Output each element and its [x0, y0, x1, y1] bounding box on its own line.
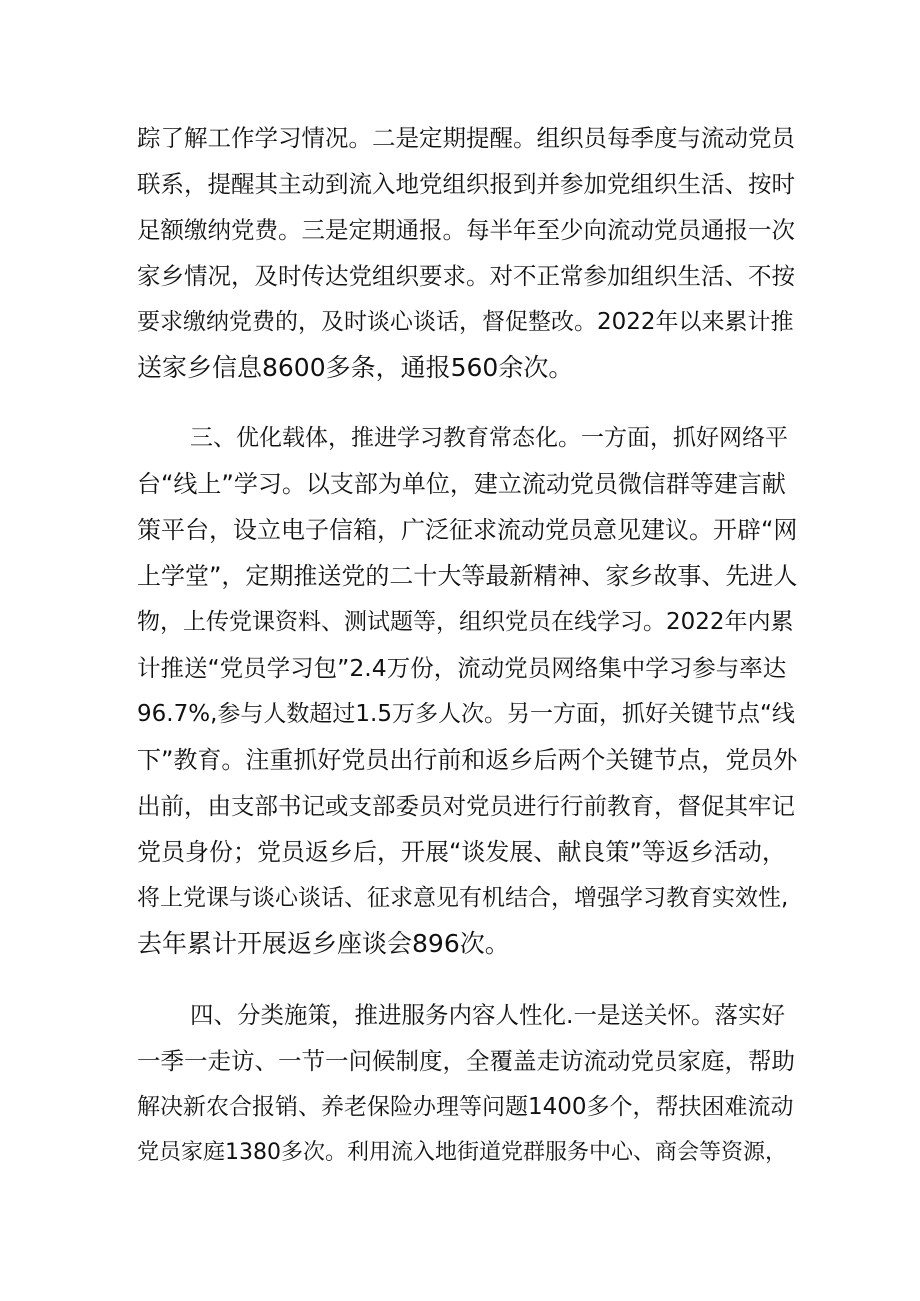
paragraph-2-line-10: 党员身份；党员返乡后，开展“谈发展、献良策”等返乡活动，	[137, 838, 786, 866]
paragraph-2-line-11: 将上党课与谈心谈话、征求意见有机结合，增强学习教育实效性,	[137, 885, 789, 911]
paragraph-3-line-3: 解决新农合报销、养老保险办理等问题1400多个，帮扶困难流动	[137, 1094, 794, 1120]
paragraph-2-line-2: 台“线上”学习。以支部为单位，建立流动党员微信群等建言献	[137, 470, 786, 498]
paragraph-1-line-1: 踪了解工作学习情况。二是定期提醒。组织员每季度与流动党员	[137, 124, 795, 152]
paragraph-2-line-7: 96.7%,参与人数超过1.5万多人次。另一方面，抓好关键节点“线	[137, 701, 795, 727]
paragraph-2-line-8: 下”教育。注重抓好党员出行前和返乡后两个关键节点，党员外	[137, 746, 798, 774]
paragraph-1-line-3: 足额缴纳党费。三是定期通报。每半年至少向流动党员通报一次	[137, 216, 795, 244]
paragraph-1-line-6: 送家乡信息8600多条，通报560余次。	[137, 353, 574, 382]
paragraph-2-line-6: 计推送“党员学习包”2.4万份，流动党员网络集中学习参与率达	[137, 654, 787, 682]
paragraph-2-line-1: 三、优化载体，推进学习教育常态化。一方面，抓好网络平	[190, 425, 788, 451]
paragraph-1-line-5: 要求缴纳党费的，及时谈心谈话，督促整改。2022年以来累计推	[137, 309, 794, 335]
paragraph-2-line-9: 出前，由支部书记或支部委员对党员进行行前教育，督促其牢记	[137, 792, 795, 820]
paragraph-2-line-4: 上学堂”，定期推送党的二十大等最新精神、家乡故事、先进人	[137, 562, 798, 590]
paragraph-2-line-5: 物，上传党课资料、测试题等，组织党员在线学习。2022年内累	[137, 609, 794, 635]
paragraph-2-line-12: 去年累计开展返乡座谈会896次。	[137, 929, 510, 958]
paragraph-3-line-1: 四、分类施策，推进服务内容人性化.一是送关怀。落实好	[190, 1001, 785, 1029]
paragraph-3-line-4: 党员家庭1380多次。利用流入地街道党群服务中心、商会等资源，	[137, 1140, 787, 1165]
paragraph-3-line-2: 一季一走访、一节一问候制度，全覆盖走访流动党员家庭，帮助	[137, 1047, 795, 1075]
paragraph-1-line-4: 家乡情况，及时传达党组织要求。对不正常参加组织生活、不按	[137, 262, 795, 290]
paragraph-2-line-3: 策平台，设立电子信箱，广泛征求流动党员意见建议。开辟“网	[137, 516, 798, 544]
paragraph-1-line-2: 联系，提醒其主动到流入地党组织报到并参加党组织生活、按时	[137, 170, 795, 198]
